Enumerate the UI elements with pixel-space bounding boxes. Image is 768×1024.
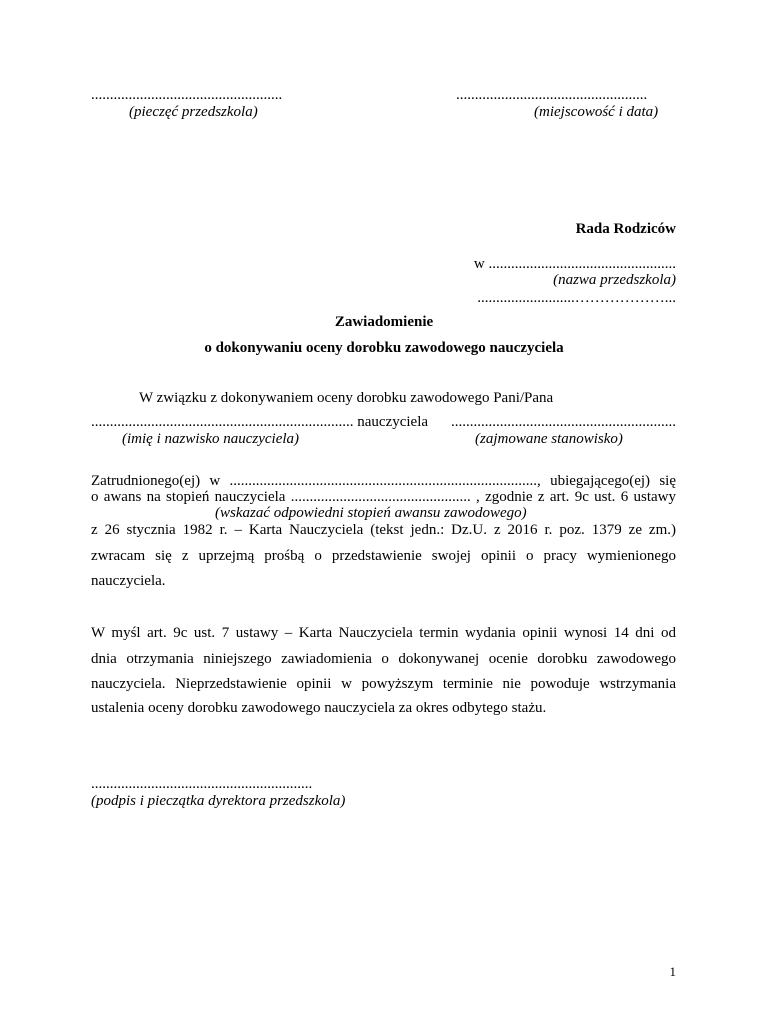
paragraph1-line2: o awans na stopień nauczyciela ................................................ , zgodnie z art. 9c ust. 6 ustawy	[91, 489, 676, 505]
teacher-line-left: ...................................................................... nauczyciela	[91, 414, 429, 430]
teacher-line-right: ............................................................	[451, 414, 676, 430]
document-subtitle: o dokonywaniu oceny dorobku zawodowego nauczyciela	[204, 340, 564, 356]
stamp-label: (pieczęć przedszkola)	[129, 104, 258, 120]
page-number: 1	[669, 964, 676, 979]
kindergarten-name-label: (nazwa przedszkola)	[553, 272, 676, 288]
place-dots: ...................................................	[456, 87, 648, 103]
position-label: (zajmowane stanowisko)	[475, 431, 623, 447]
paragraph1-line1: Zatrudnionego(ej) w .................................................................................., ubiegającego(ej) się	[91, 473, 676, 489]
signature-dots: ...........................................................	[91, 776, 313, 792]
recipient-dots-line: ..........................………………...	[477, 290, 676, 306]
intro-text: W związku z dokonywaniem oceny dorobku zawodowego Pani/Pana	[139, 390, 554, 406]
document-title: Zawiadomienie	[334, 314, 434, 330]
teacher-name-label: (imię i nazwisko nauczyciela)	[122, 431, 300, 447]
signature-label: (podpis i pieczątka dyrektora przedszkola)	[91, 793, 346, 809]
recipient-in-line: w ..................................................	[473, 256, 676, 272]
stamp-dots: ...................................................	[91, 87, 283, 103]
place-label: (miejscowość i data)	[534, 104, 659, 120]
paragraph1-line4: zwracam się z uprzejmą prośbą o przedstawienie swojej opinii o pracy wymienionego	[91, 548, 676, 564]
paragraph2-line4: ustalenia oceny dorobku zawodowego nauczyciela za okres odbytego stażu.	[91, 700, 547, 716]
paragraph2-line2: dnia otrzymania niniejszego zawiadomienia o dokonywanej ocenie dorobku zawodowego	[91, 651, 676, 667]
paragraph2-line1: W myśl art. 9c ust. 7 ustawy – Karta Nauczyciela termin wydania opinii wynosi 14 dni od	[91, 625, 676, 641]
promotion-degree-hint: (wskazać odpowiedni stopień awansu zawodowego)	[215, 505, 527, 521]
paragraph2-line3: nauczyciela. Nieprzedstawienie opinii w powyższym terminie nie powoduje wstrzymania	[91, 676, 676, 692]
paragraph1-line3: z 26 stycznia 1982 r. – Karta Nauczyciela (tekst jedn.: Dz.U. z 2016 r. poz. 1379 ze zm.)	[91, 522, 676, 538]
paragraph1-line5: nauczyciela.	[91, 573, 166, 589]
recipient-title: Rada Rodziców	[575, 221, 676, 237]
